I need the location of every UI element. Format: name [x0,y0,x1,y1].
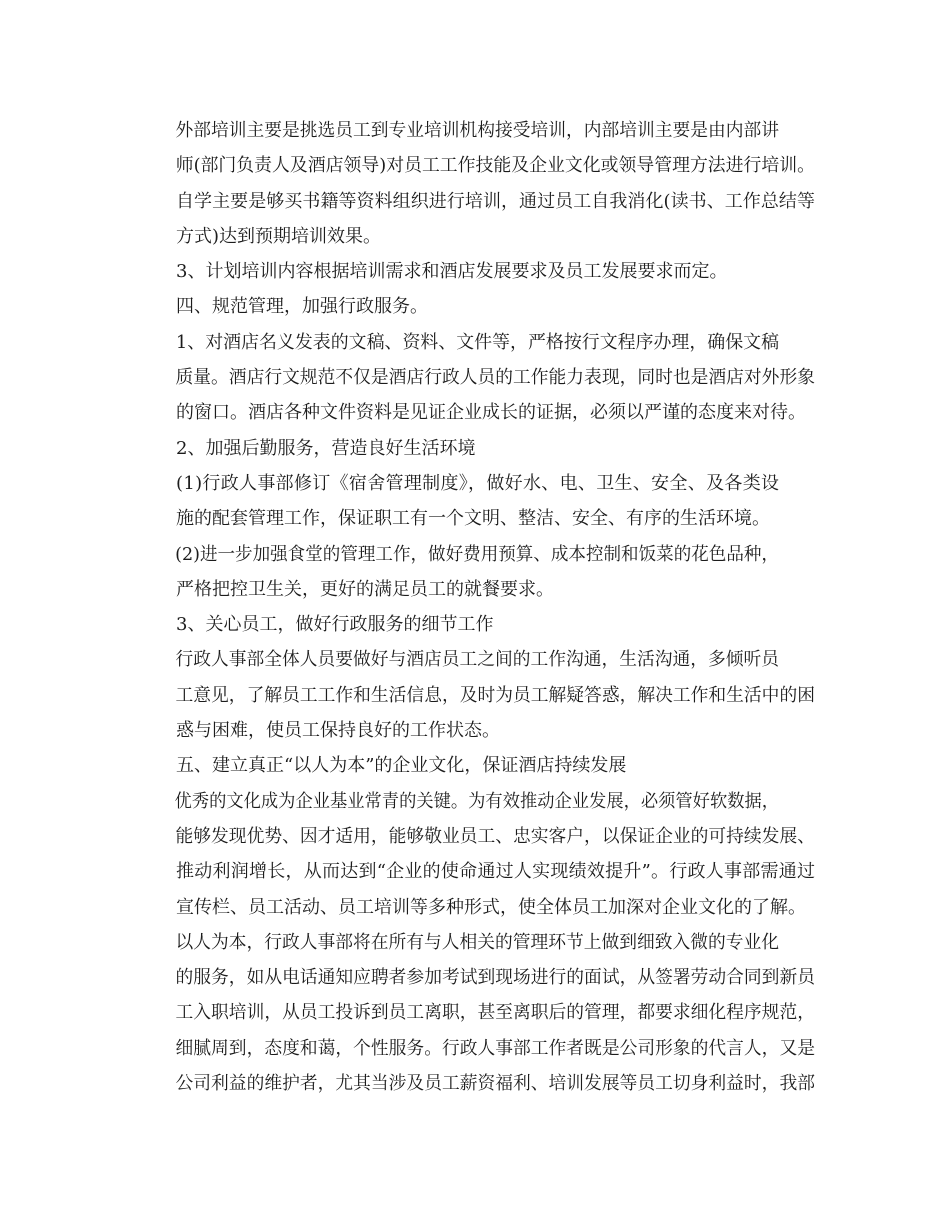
text-line: 惑与困难，使员工保持良好的工作状态。 [176,720,500,742]
text-line: 质量。酒店行文规范不仅是酒店行政人员的工作能力表现，同时也是酒店对外形象 [175,367,815,389]
paragraph [140,466,815,537]
text-line: (2)进一步加强食堂的管理工作，做好费用预算、成本控制和饭菜的花色品种， [175,543,779,565]
document-body [140,113,815,1101]
text-line: 严格把控卫生关，更好的满足员工的就餐要求。 [176,578,554,600]
text-line: 2、加强后勤服务，营造良好生活环境 [176,437,476,459]
text-line: 工意见，了解员工工作和生活信息，及时为员工解疑答惑，解决工作和生活中的困 [175,684,815,706]
text-line: 的窗口。酒店各种文件资料是见证企业成长的证据，必须以严谨的态度来对待。 [176,402,806,424]
paragraph [140,537,815,608]
text-line: 公司利益的维护者，尤其当涉及员工薪资福利、培训发展等员工切身利益时，我部 [175,1073,815,1095]
text-line: 师(部门负责人及酒店领导)对员工工作技能及企业文化或领导管理方法进行培训。 [175,155,816,177]
paragraph [140,431,815,466]
text-line: 工入职培训，从员工投诉到员工离职，甚至离职后的管理，都要求细化程序规范， [175,1002,815,1024]
text-line: 能够发现优势、因才适用，能够敬业员工、忠实客户，以保证企业的可持续发展、 [175,825,815,847]
text-line: 外部培训主要是挑选员工到专业培训机构接受培训，内部培训主要是由内部讲 [175,120,779,141]
paragraph [140,325,815,431]
paragraph [140,254,815,289]
paragraph [140,925,815,1101]
text-line: 施的配套管理工作，保证职工有一个文明、整洁、安全、有序的生活环境。 [176,508,770,530]
paragraph [140,607,815,642]
text-line: 以人为本，行政人事部将在所有与人相关的管理环节上做到细致入微的专业化 [175,931,779,953]
text-line: 1、对酒店名义发表的文稿、资料、文件等，严格按行文程序办理，确保文稿 [175,331,780,353]
paragraph [140,642,815,748]
text-line: 行政人事部全体人员要做好与酒店员工之间的工作沟通，生活沟通，多倾听员 [175,649,779,671]
text-line: 五、建立真正“以人为本”的企业文化，保证酒店持续发展 [176,755,627,777]
text-line: 优秀的文化成为企业基业常青的关键。为有效推动企业发展，必须管好软数据， [174,790,780,812]
text-line: 细腻周到，态度和蔼，个性服务。行政人事部工作者既是公司形象的代言人，又是 [175,1037,815,1059]
paragraph [140,289,815,324]
paragraph [140,784,815,925]
text-line: 方式)达到预期培训效果。 [176,225,382,247]
text-line: 3、计划培训内容根据培训需求和酒店发展要求及员工发展要求而定。 [176,261,728,283]
text-line: 3、关心员工，做好行政服务的细节工作 [176,614,494,636]
text-line: (1)行政人事部修订《宿舍管理制度》，做好水、电、卫生、安全、及各类设 [176,472,780,494]
text-line: 推动利润增长，从而达到“企业的使命通过人实现绩效提升”。行政人事部需通过 [176,861,816,883]
paragraph [140,748,815,783]
text-line: 宣传栏、员工活动、员工培训等多种形式，使全体员工加深对企业文化的了解。 [176,896,806,918]
text-line: 的服务，如从电话通知应聘者参加考试到现场进行的面试，从签署劳动合同到新员 [175,967,815,989]
paragraph [140,113,815,254]
text-line: 四、规范管理，加强行政服务。 [176,296,428,318]
text-line: 自学主要是够买书籍等资料组织进行培训，通过员工自我消化(读书、工作总结等 [176,190,816,212]
